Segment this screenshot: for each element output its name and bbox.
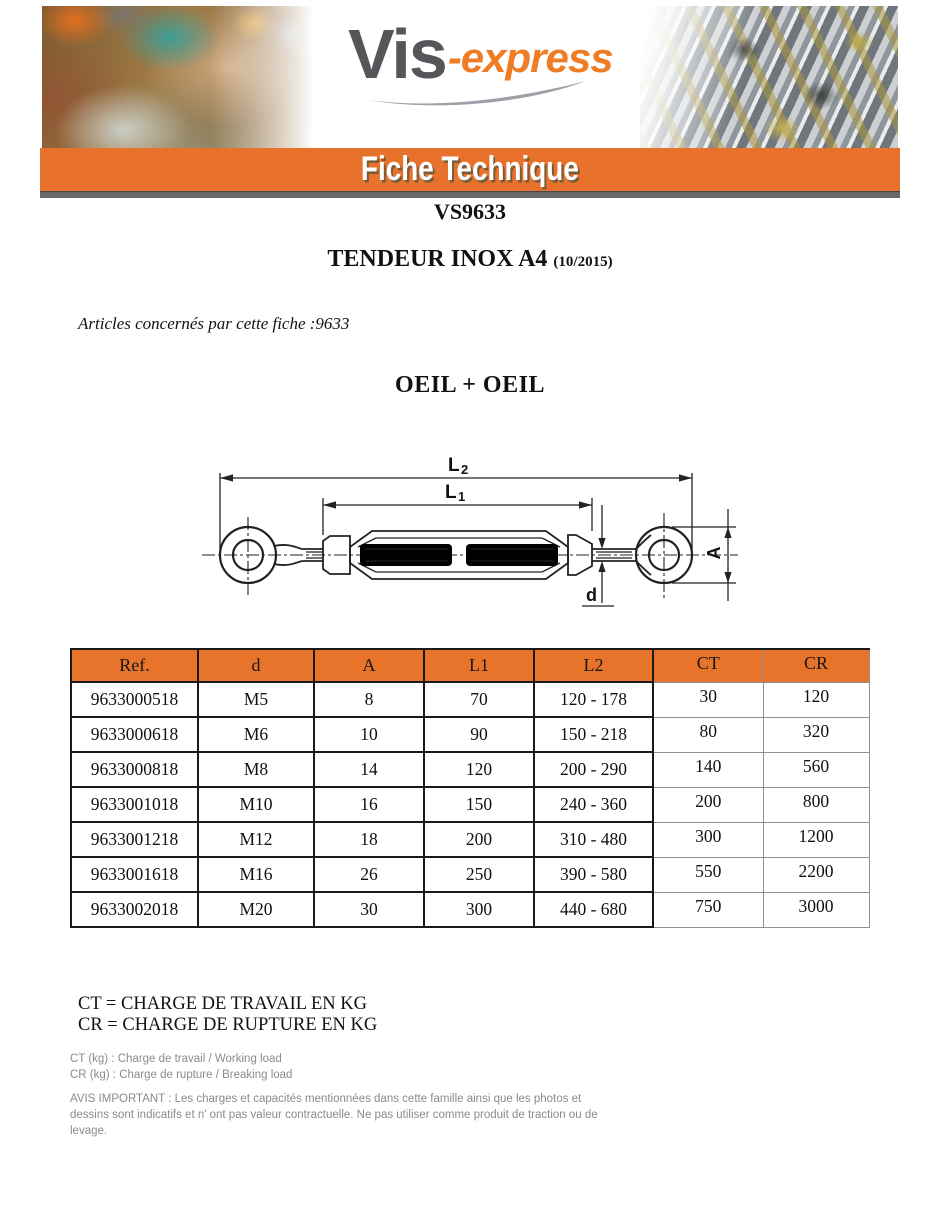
table-cell: 8 — [314, 682, 424, 717]
table-cell: 26 — [314, 857, 424, 892]
table-cell: M8 — [198, 752, 314, 787]
table-cell: 14 — [314, 752, 424, 787]
table-cell: 390 - 580 — [534, 857, 653, 892]
dim-label-l2-sub: 2 — [461, 462, 469, 477]
table-cell: 240 - 360 — [534, 787, 653, 822]
table-cell: M10 — [198, 787, 314, 822]
product-name: TENDEUR INOX A4 — [327, 246, 548, 272]
turnbuckle-drawing — [190, 435, 750, 625]
table-cell: 30 — [314, 892, 424, 927]
table-header-cell: d — [198, 649, 314, 682]
note-cr: CR (kg) : Charge de rupture / Breaking load — [70, 1069, 293, 1081]
legend-cr: CR = CHARGE DE RUPTURE EN KG — [78, 1015, 378, 1035]
table-cell: 750 — [653, 892, 763, 927]
table-cell: 440 - 680 — [534, 892, 653, 927]
table-cell: 200 — [424, 822, 534, 857]
table-row — [71, 717, 869, 752]
table-cell: M12 — [198, 822, 314, 857]
vis-express-logo — [318, 12, 638, 142]
table-cell: 9633001218 — [71, 822, 198, 857]
dim-label-l1-sub: 1 — [458, 489, 466, 504]
spec-table — [70, 648, 870, 928]
dim-label-a: A — [704, 546, 724, 560]
screws-photo — [640, 6, 898, 150]
spec-table-body — [71, 682, 869, 927]
table-cell: M16 — [198, 857, 314, 892]
table-cell: 200 — [653, 787, 763, 822]
table-cell: 120 - 178 — [534, 682, 653, 717]
table-header-cell: A — [314, 649, 424, 682]
table-cell: 90 — [424, 717, 534, 752]
table-cell: 200 - 290 — [534, 752, 653, 787]
logo-express: -express — [447, 34, 613, 81]
table-cell: 18 — [314, 822, 424, 857]
banner-title: Fiche Technique — [361, 150, 579, 188]
table-cell: 16 — [314, 787, 424, 822]
dim-label-l1: L — [445, 482, 457, 503]
table-cell: 140 — [653, 752, 763, 787]
table-cell: M20 — [198, 892, 314, 927]
divider-bar — [40, 191, 900, 198]
product-title — [0, 246, 940, 273]
workbench-photo — [42, 6, 314, 150]
table-cell: 150 — [424, 787, 534, 822]
table-row — [71, 892, 869, 927]
table-cell: 2200 — [763, 857, 869, 892]
legend — [78, 994, 377, 1036]
table-cell: 800 — [763, 787, 869, 822]
table-cell: 9633000618 — [71, 717, 198, 752]
table-cell: 9633002018 — [71, 892, 198, 927]
table-cell: 150 - 218 — [534, 717, 653, 752]
table-cell: 300 — [424, 892, 534, 927]
table-header-cell: L1 — [424, 649, 534, 682]
important-notice: AVIS IMPORTANT : Les charges et capacités mentionnées dans cette famille ainsi que les photos et dessins sont indicatifs et n' ont pas valeur contractuelle. Ne pas utiliser comme produit de traction ou de levage. — [70, 1093, 598, 1137]
articles-note: Articles concernés par cette fiche :9633 — [78, 314, 350, 333]
variant-title: OEIL + OEIL — [395, 372, 545, 398]
table-cell: 9633000818 — [71, 752, 198, 787]
table-row — [71, 857, 869, 892]
table-cell: 3000 — [763, 892, 869, 927]
table-cell: 9633000518 — [71, 682, 198, 717]
table-cell: M6 — [198, 717, 314, 752]
note-ct: CT (kg) : Charge de travail / Working load — [70, 1053, 282, 1065]
table-cell: 550 — [653, 857, 763, 892]
table-header-cell: CT — [653, 649, 763, 682]
table-row — [71, 787, 869, 822]
logo-swoosh-icon — [362, 78, 592, 112]
table-cell: 120 — [424, 752, 534, 787]
table-row — [71, 682, 869, 717]
dim-label-l2: L — [448, 455, 460, 476]
table-cell: 1200 — [763, 822, 869, 857]
table-header-cell: CR — [763, 649, 869, 682]
table-cell: 9633001018 — [71, 787, 198, 822]
table-cell: 120 — [763, 682, 869, 717]
small-notes — [70, 1051, 292, 1083]
table-cell: 10 — [314, 717, 424, 752]
legend-ct: CT = CHARGE DE TRAVAIL EN KG — [78, 994, 367, 1014]
table-cell: 310 - 480 — [534, 822, 653, 857]
table-cell: 320 — [763, 717, 869, 752]
table-cell: 250 — [424, 857, 534, 892]
logo-vis: Vis — [348, 15, 446, 93]
table-cell: 560 — [763, 752, 869, 787]
table-cell: 80 — [653, 717, 763, 752]
table-cell: M5 — [198, 682, 314, 717]
table-row — [71, 752, 869, 787]
table-cell: 9633001618 — [71, 857, 198, 892]
table-cell: 30 — [653, 682, 763, 717]
dim-label-d: d — [586, 585, 597, 605]
product-date: (10/2015) — [553, 254, 613, 270]
table-row — [71, 822, 869, 857]
table-header-cell: L2 — [534, 649, 653, 682]
product-code: VS9633 — [433, 199, 507, 224]
fiche-technique-banner — [40, 148, 900, 191]
table-header-cell: Ref. — [71, 649, 198, 682]
spec-table-head — [71, 649, 869, 682]
table-cell: 70 — [424, 682, 534, 717]
table-cell: 300 — [653, 822, 763, 857]
